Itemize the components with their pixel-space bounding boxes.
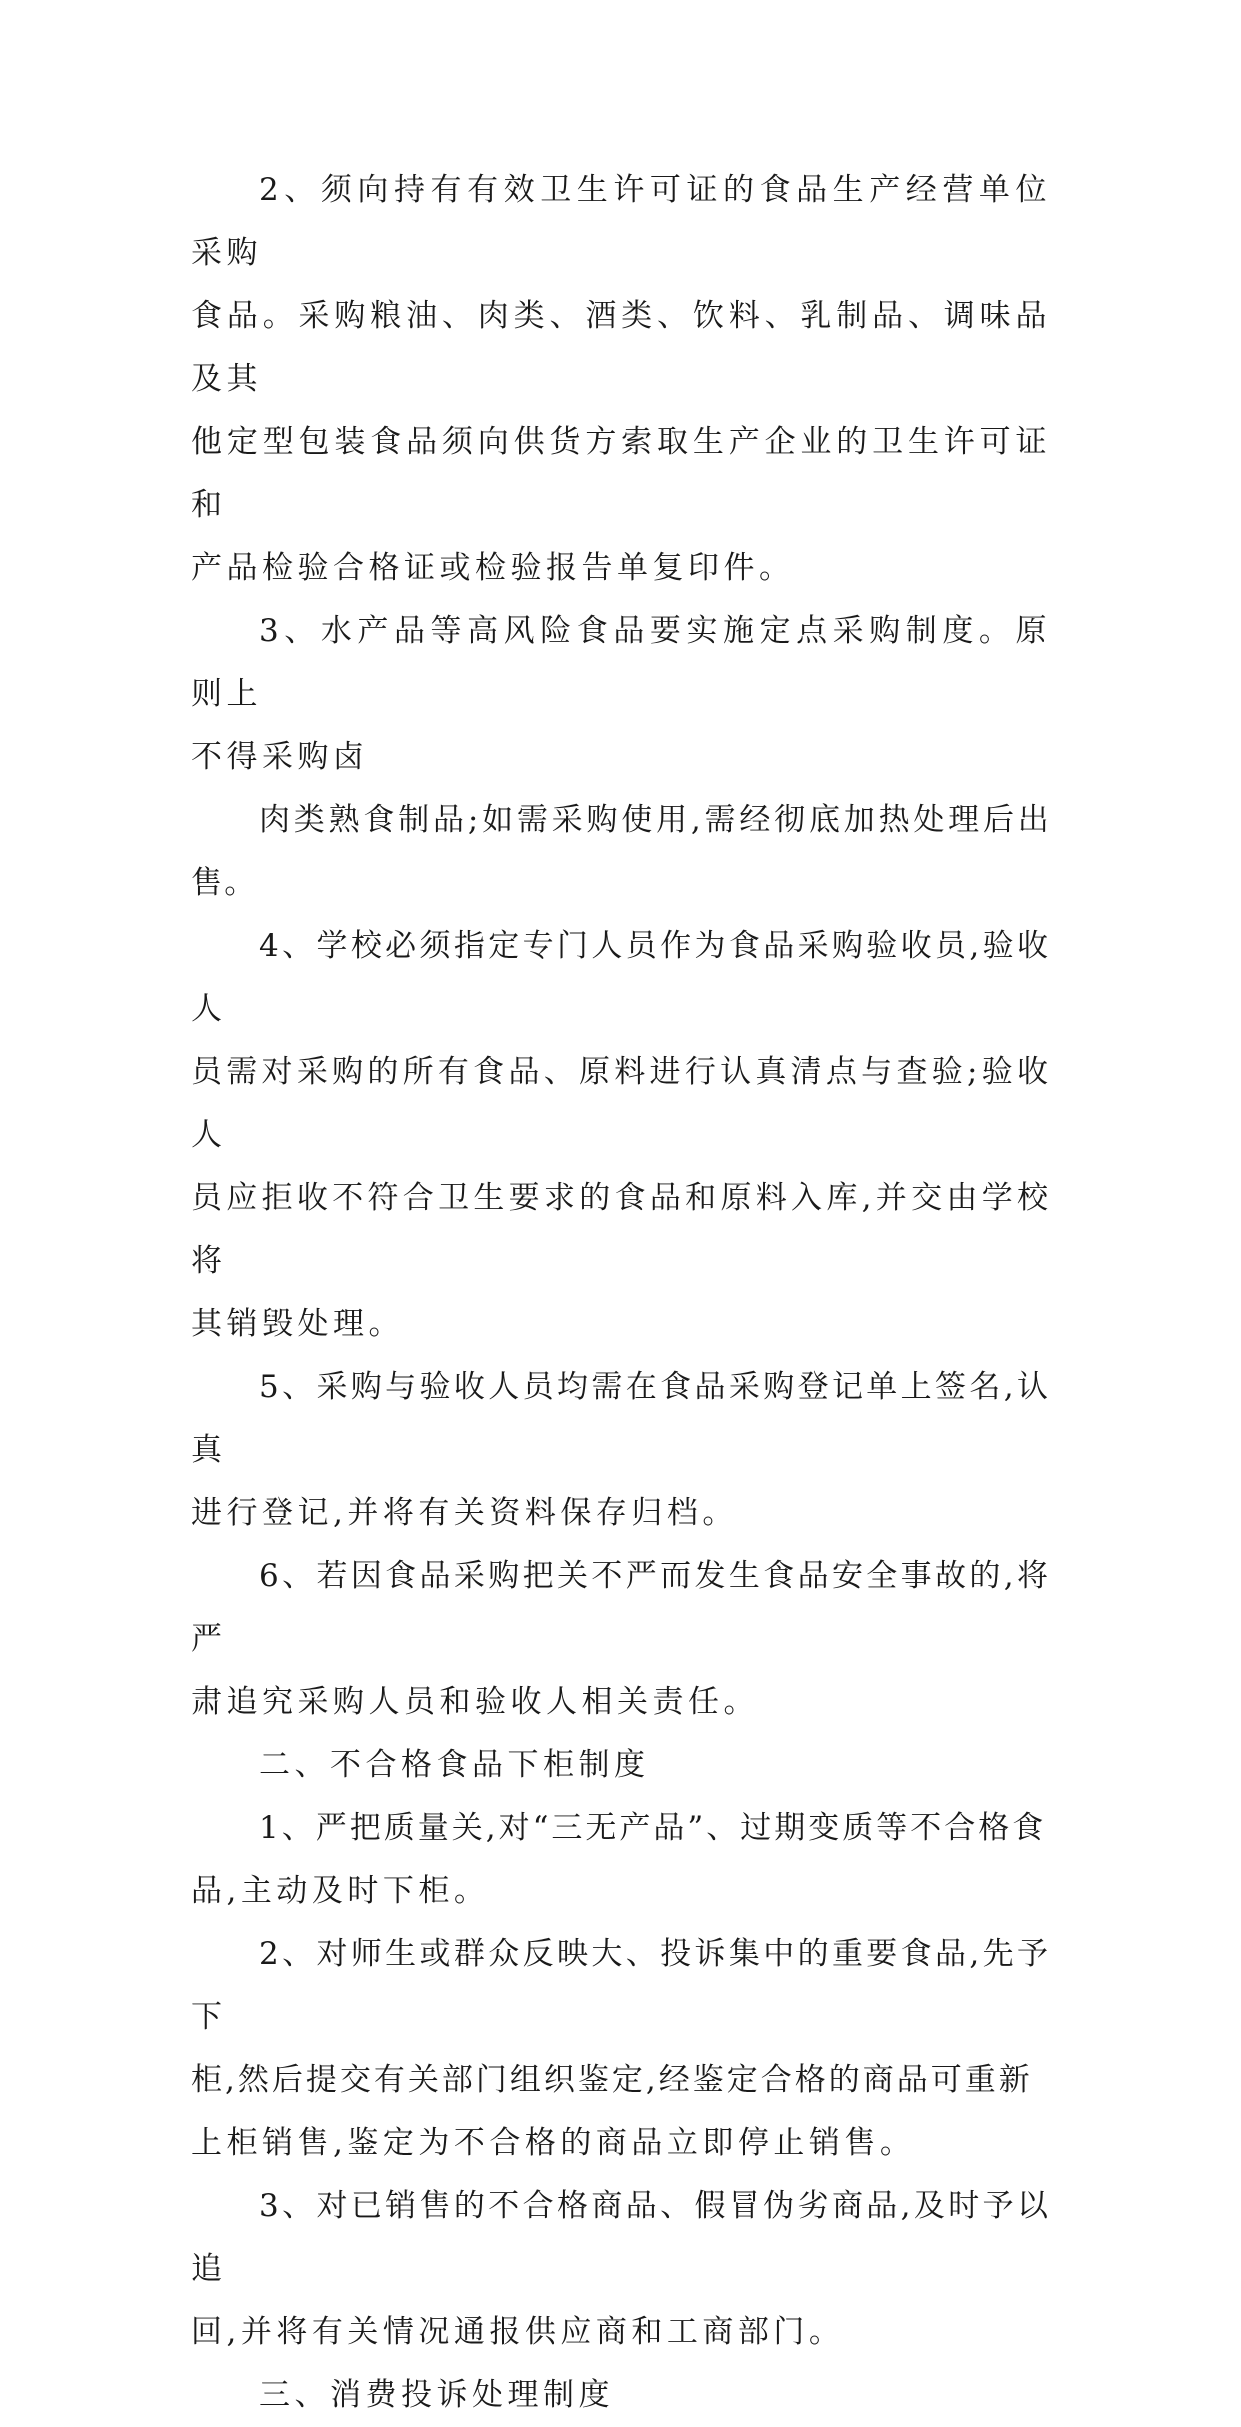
- heading-line: 三、消费投诉处理制度: [259, 2377, 614, 2413]
- paragraph-purchase-licensed-suppliers: [191, 159, 1051, 600]
- paragraph-complaint-goods: [191, 1923, 1051, 2175]
- text-line: 其销毁处理。: [191, 1306, 404, 1342]
- heading-line: 二、不合格食品下柜制度: [259, 1747, 650, 1783]
- text-line: 不得采购卤: [191, 739, 369, 775]
- text-line: 4、学校必须指定专门人员作为食品采购验收员,验收人: [191, 928, 1051, 1027]
- text-line: 2、须向持有有效卫生许可证的食品生产经营单位采购: [191, 172, 1051, 271]
- text-line: 1、严把质量关,对“三无产品”、过期变质等不合格食: [259, 1810, 1047, 1846]
- text-line: 员需对采购的所有食品、原料进行认真清点与查验;验收人: [191, 1054, 1051, 1153]
- text-line: 3、水产品等高风险食品要实施定点采购制度。原则上: [191, 613, 1051, 712]
- text-line: 进行登记,并将有关资料保存归档。: [191, 1495, 738, 1531]
- text-line: 他定型包装食品须向供货方索取生产企业的卫生许可证和: [191, 424, 1051, 523]
- text-line: 员应拒收不符合卫生要求的食品和原料入库,并交由学校将: [191, 1180, 1051, 1279]
- paragraph-high-risk-food-continued: [191, 789, 1051, 915]
- text-line: 产品检验合格证或检验报告单复印件。: [191, 550, 795, 586]
- paragraph-sign-register: [191, 1356, 1051, 1545]
- text-line: 3、对已销售的不合格商品、假冒伪劣商品,及时予以追: [191, 2188, 1051, 2287]
- text-line: 回,并将有关情况通报供应商和工商部门。: [191, 2314, 845, 2350]
- section-heading-unqualified-food: [191, 1734, 1051, 1797]
- paragraph-quality-control: [191, 1797, 1051, 1923]
- text-line: 食品。采购粮油、肉类、酒类、饮料、乳制品、调味品及其: [191, 298, 1051, 397]
- text-line: 柜,然后提交有关部门组织鉴定,经鉴定合格的商品可重新: [191, 2062, 1033, 2098]
- text-line: 上柜销售,鉴定为不合格的商品立即停止销售。: [191, 2125, 916, 2161]
- text-line: 2、对师生或群众反映大、投诉集中的重要食品,先予下: [191, 1936, 1051, 2035]
- text-line: 6、若因食品采购把关不严而发生食品安全事故的,将严: [191, 1558, 1051, 1657]
- paragraph-high-risk-food: [191, 600, 1051, 789]
- paragraph-recall: [191, 2175, 1051, 2364]
- paragraph-inspection-staff: [191, 915, 1051, 1356]
- text-line: 品,主动及时下柜。: [191, 1873, 490, 1909]
- text-line: 5、采购与验收人员均需在食品采购登记单上签名,认真: [191, 1369, 1051, 1468]
- text-line: 肃追究采购人员和验收人相关责任。: [191, 1684, 759, 1720]
- document-body: [191, 159, 1051, 2427]
- paragraph-accountability: [191, 1545, 1051, 1734]
- section-heading-complaint-handling: [191, 2364, 1051, 2427]
- text-line: 肉类熟食制品;如需采购使用,需经彻底加热处理后出售。: [191, 802, 1051, 901]
